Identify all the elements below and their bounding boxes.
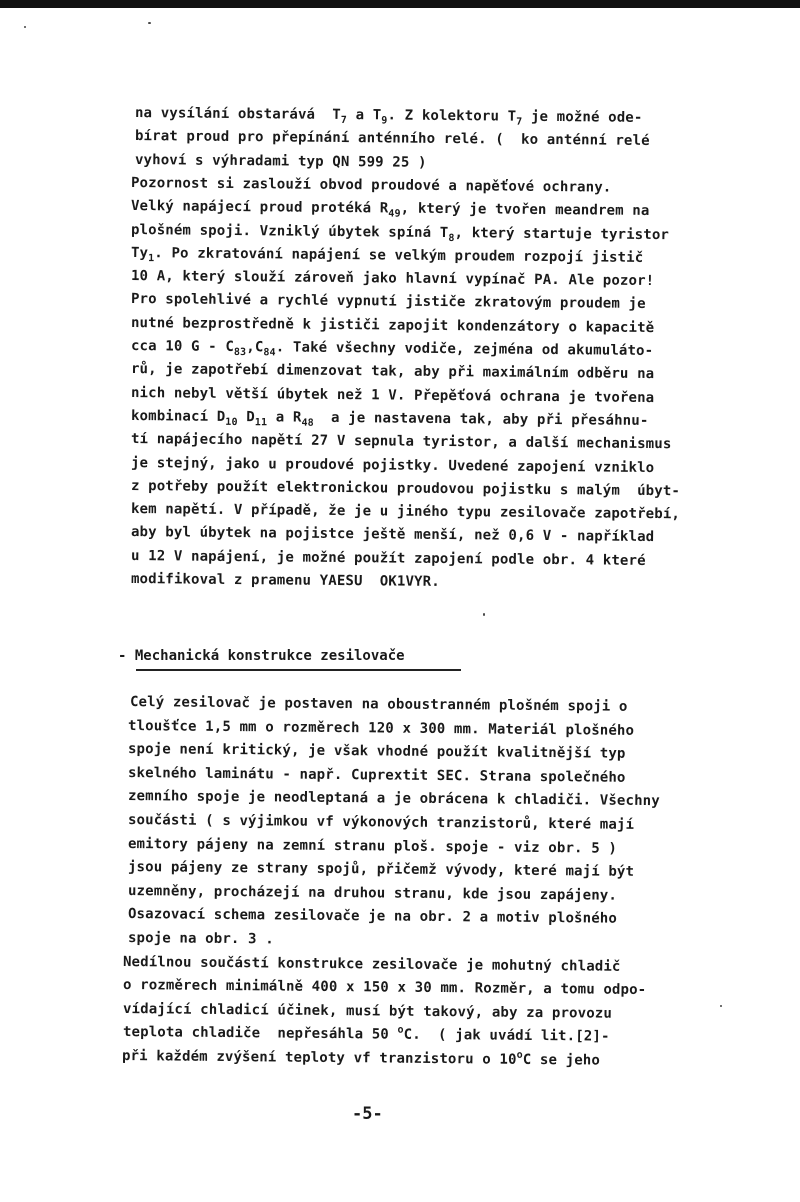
text-line: modifikoval z pramenu YAESU OK1VYR. [130, 571, 440, 590]
page-number: -5- [352, 1104, 383, 1124]
text-line: z potřeby použít elektronickou proudovou pojistku s malým úbyt- [130, 477, 681, 500]
text-line: je stejný, jako u proudové pojistky. Uvedené zapojení vzniklo [130, 454, 655, 476]
text-line: Pozornost si zaslouží obvod proudové a napěťové ochrany. [130, 174, 612, 196]
scan-speck [720, 1005, 722, 1007]
text-line: zemního spoje je neodleptaná a je obrácena k chladiči. Všechny [127, 788, 660, 810]
text-line: uzemněny, procházejí na druhou stranu, kde jsou zapájeny. [127, 882, 618, 904]
text-line: emitory pájeny na zemní stranu ploš. spoje - viz obr. 5 ) [127, 835, 618, 857]
text-line: bírat proud pro přepínání anténního relé. ( ko anténní relé [134, 128, 650, 150]
text-line: u 12 V napájení, je možné použít zapojení podle obr. 4 které [130, 547, 646, 569]
text-line: $Ty_1$. Po zkratování napájení se velkým proudem rozpojí jistič [130, 244, 644, 266]
text-line: o rozměrech minimálně 400 x 150 x 30 mm. Rozměr, a tomu odpo- [122, 977, 647, 999]
text-line: plošném spoji. Vzniklý úbytek spíná $T_8$, který startuje tyristor [130, 221, 670, 244]
text-line: Nedílnou součástí konstrukce zesilovače je mohutný chladič [122, 953, 621, 975]
scan-speck [483, 613, 485, 616]
text-line: vídající chladicí účinek, musí být takový, aby za provozu [122, 1000, 613, 1022]
scan-speck [148, 22, 151, 24]
text-line: nutné bezprostředně k jističi zapojit kondenzátory o kapacitě [130, 314, 655, 336]
text-line: spoje na obr. 3 . [127, 930, 274, 948]
text-line: kombinací $D_{10}$ $D_{11}$ a $R_{48}$ a je nastavena tak, aby při přesáhnu- [130, 407, 649, 429]
section-heading: - Mechanická konstrukce zesilovače [118, 648, 405, 664]
text-line: spoje není kritický, je však vhodné použít kvalitnější typ [127, 741, 626, 762]
section-heading-block [118, 648, 405, 664]
text-line: součásti ( s výjimkou vf výkonových tranzistorů, které mají [127, 812, 635, 833]
scan-speck [24, 26, 26, 28]
text-line: skelného laminátu - např. Cuprextit SEC. Strana společného [127, 764, 626, 786]
text-line: jsou pájeny ze strany spojů, přičemž vývody, které mají být [127, 859, 635, 881]
text-line: Osazovací schema zesilovače je na obr. 2 a motiv plošného [127, 906, 618, 928]
text-line: Velký napájecí proud protéká $R_{49}$, který je tvořen meandrem na [130, 198, 650, 220]
text-line: vyhoví s výhradami typ QN 599 25 ) [134, 151, 427, 171]
text-line: Celý zesilovač je postaven na oboustranném plošném spoji o [129, 694, 628, 715]
text-line: aby byl úbytek na pojistce ještě menší, než 0,6 V - například [130, 524, 655, 546]
text-line: teplota chladiče nepřesáhla 50 $^o$C. ( jak uvádí lit.[2]- [122, 1024, 610, 1046]
text-line: při každém zvýšení teploty vf tranzistoru o 10$^o$C se jeho [121, 1048, 601, 1069]
text-line: na vysílání obstarává $T_7$ a $T_9$. Z kolektoru $T_7$ je možné ode- [134, 105, 643, 128]
text-line: nich nebyl větší úbytek než 1 V. Přepěťová ochrana je tvořena [130, 384, 655, 406]
heading-underline [136, 669, 461, 671]
text-line: rů, je zapotřebí dimenzovat tak, aby při maximálním odběru na [130, 361, 655, 383]
text-line: cca 10 G - $C_{83},C_{84}$. Také všechny vodiče, zejména od akumuláto- [130, 338, 654, 360]
text-line: 10 A, který slouží zároveň jako hlavní vypínač PA. Ale pozor! [130, 268, 655, 290]
text-line: tloušťce 1,5 mm o rozměrech 120 x 300 mm. Materiál plošného [127, 717, 635, 739]
text-line: kem napětí. V případě, že je u jiného typu zesilovače zapotřebí, [130, 501, 681, 523]
text-line: Pro spolehlivé a rychlé vypnutí jističe zkratovým proudem je [130, 291, 646, 313]
text-line: tí napájecího napětí 27 V sepnula tyristor, a další mechanismus [130, 431, 672, 453]
